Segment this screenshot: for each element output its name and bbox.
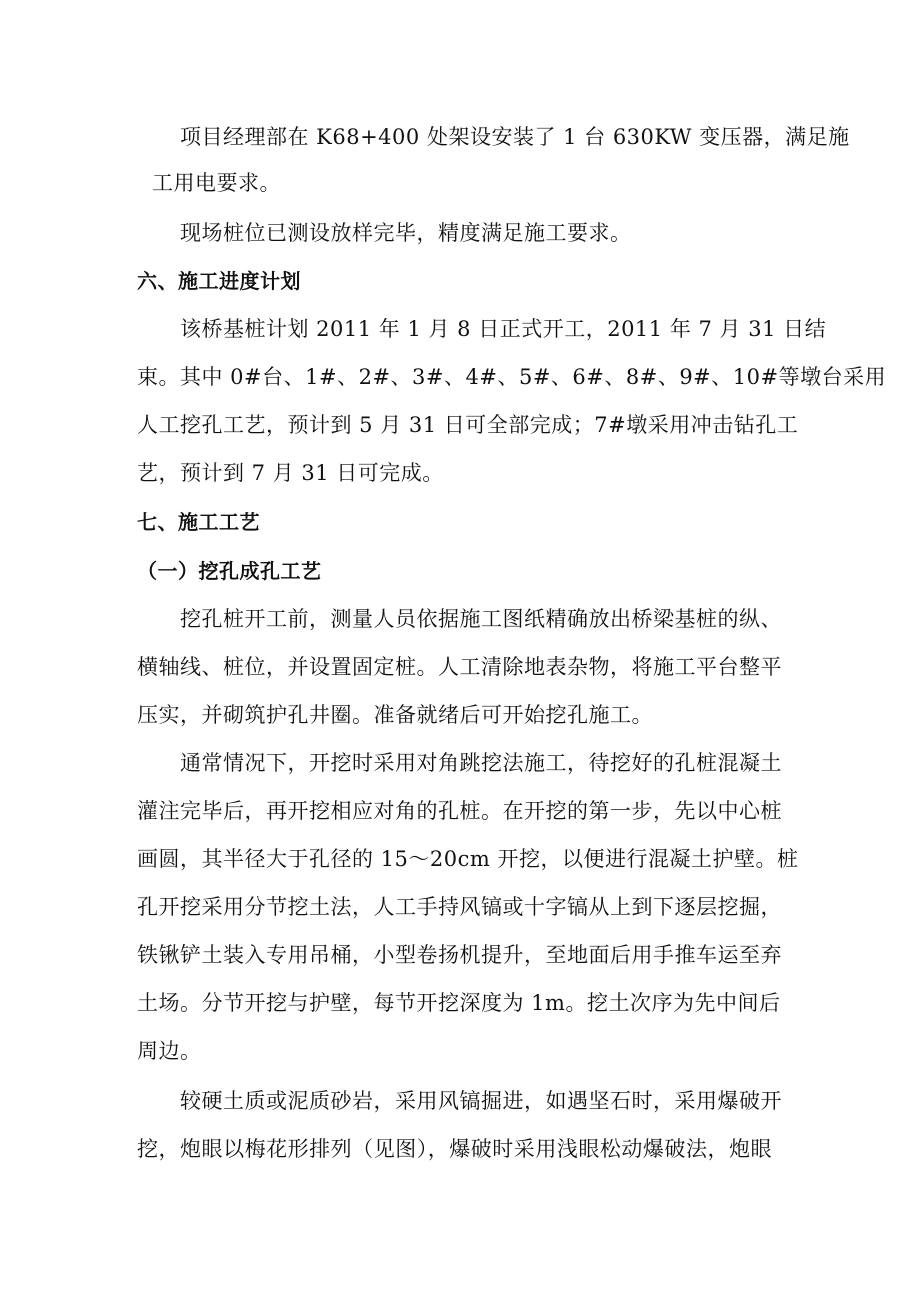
schedule-line-4: 艺，预计到 7 月 31 日可完成。 — [137, 461, 444, 485]
excavation-line-4: 孔开挖采用分节挖土法，人工手持风镐或十字镐从上到下逐层挖掘， — [137, 895, 782, 919]
section-heading-schedule: 六、施工进度计划 — [137, 269, 301, 293]
section-heading-process: 七、施工工艺 — [137, 510, 260, 534]
digging-prep-line-3: 压实，并砌筑护孔井圈。准备就绪后可开始挖孔施工。 — [137, 703, 653, 727]
excavation-line-1: 通常情况下，开挖时采用对角跳挖法施工，待挖好的孔桩混凝土 — [180, 751, 782, 775]
schedule-line-2: 束。其中 0#台、1#、2#、3#、4#、5#、6#、8#、9#、10#等墩台采用 — [137, 365, 887, 389]
excavation-line-3: 画圆，其半径大于孔径的 15～20cm 开挖，以便进行混凝土护壁。桩 — [137, 847, 799, 871]
excavation-line-2: 灌注完毕后，再开挖相应对角的孔桩。在开挖的第一步，先以中心桩 — [137, 799, 782, 823]
hard-rock-line-2: 挖，炮眼以梅花形排列（见图），爆破时采用浅眼松动爆破法，炮眼 — [137, 1137, 772, 1161]
hard-rock-line-1: 较硬土质或泥质砂岩，采用风镐掘进，如遇坚石时，采用爆破开 — [180, 1089, 782, 1113]
digging-prep-line-2: 横轴线、桩位，并设置固定桩。人工清除地表杂物，将施工平台整平 — [137, 655, 782, 679]
paragraph-1-line-1: 项目经理部在 K68+400 处架设安装了 1 台 630KW 变压器，满足施 — [180, 125, 850, 149]
schedule-line-3: 人工挖孔工艺，预计到 5 月 31 日可全部完成；7#墩采用冲击钻孔工 — [137, 413, 799, 437]
excavation-line-7: 周边。 — [137, 1039, 202, 1063]
paragraph-2-line-1: 现场桩位已测设放样完毕，精度满足施工要求。 — [180, 221, 632, 245]
excavation-line-5: 铁锹铲土装入专用吊桶，小型卷扬机提升，至地面后用手推车运至弃 — [137, 943, 782, 967]
excavation-line-6: 土场。分节开挖与护壁，每节开挖深度为 1m。挖土次序为先中间后 — [137, 991, 781, 1015]
digging-prep-line-1: 挖孔桩开工前，测量人员依据施工图纸精确放出桥梁基桩的纵、 — [180, 607, 782, 631]
subsection-heading-digging: （一）挖孔成孔工艺 — [137, 559, 322, 583]
schedule-line-1: 该桥基桩计划 2011 年 1 月 8 日正式开工，2011 年 7 月 31 日结 — [180, 317, 827, 341]
paragraph-1-line-2: 工用电要求。 — [152, 171, 281, 195]
